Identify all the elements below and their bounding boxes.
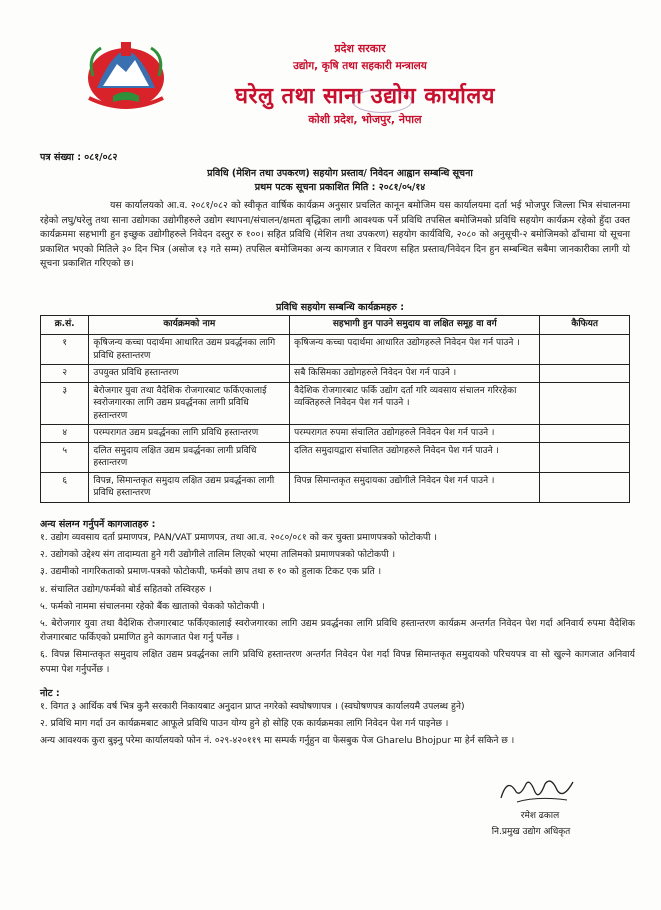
table-row: १ कृषिजन्य कच्चा पदार्थमा आधारित उद्यम प्रवर्द्धनका लागि प्रविधि हस्तान्तरण कृषिजन्य कच्चा पदार्थमा आधारित उद्योगहरुले निवेदन पेश गर्न पाउने । (41, 335, 630, 365)
programs-table (40, 315, 630, 503)
publish-date-line: प्रथम पटक सूचना प्रकाशित मिति : २०८१/०५/१४ (254, 182, 426, 193)
table-row: २ उपयुक्त प्रविधि हस्तान्तरण सबै किसिमका उद्योगहरुले निवेदन पेश गर्न पाउने । (41, 365, 630, 383)
col-header-program: कार्यक्रमको नाम (89, 316, 290, 335)
table-row: ५ दलित समुदाय लक्षित उद्यम प्रवर्द्धनका लागी प्रविधि हस्तान्तरण दलित समुदायद्वारा संचालित उद्योगहरुले निवेदन पेश गर्न पाउने । (41, 442, 630, 472)
header-ministry: उद्योग, कृषि तथा सहकारी मन्त्रालय (293, 60, 427, 72)
list-item: २. प्रविधि माग गर्दा उन कार्यक्रमबाट आफूले प्रविधि पाउन योग्य हुने हो सोहि एक कार्यक्रमका लागि निवेदन पेश गर्न पाइनेछ । (40, 718, 449, 730)
table-header-row (41, 316, 630, 335)
notes-list (40, 700, 635, 752)
list-item: ५. फर्मको नाममा संचालनमा रहेको बैंक खाताको चेकको फोटोकपी । (40, 600, 265, 612)
header-address: कोशी प्रदेश, भोजपुर, नेपाल (308, 113, 422, 126)
notes-heading: नोट : (40, 688, 60, 699)
notice-body: यस कार्यालयको आ.व. २०८१/०८२ को स्वीकृत वार्षिक कार्यक्रम अनुसार प्रचलित कानून बमोजिम यस कार्यालयमा दर्ता भई भोजपुर जिल्ला भित्र संचालनमा रहेको लघु/घरेलु तथा साना उद्योगका उद्योगीहरुले उद्योग स्थापना/संचालन/क्षमता बृद्धिका लागी आवश्यक पर्ने प्रविधि तपसिल बमोजिमको प्रविधि सहयोग कार्यक्रम रहेको हुँदा उक्त कार्यक्रममा सहभागी हुन इच्छुक उद्योगीहरुले निवेदन दस्तुर रु १००। सहित प्रविधि (मेशिन तथा उपकरण) सहयोग कार्यविधि, २०८० को अनुसूची-२ बमोजिमको ढाँचामा यो सूचना प्रकाशित भएको मितिले ३० दिन भित्र (असोज १३ गते सम्म) तपसिल बमोजिमका अन्य कागजात र विवरण सहित प्रस्ताव/निवेदन दिन हुन सम्बन्धित सबैमा जानकारीका लागी यो सूचना प्रकाशित गरिएको छ। (40, 200, 630, 269)
list-item: ५. बेरोजगार युवा तथा वैदेशिक रोजगारबाट फर्किएकालाई स्वरोजगारका लागि उद्यम प्रवर्द्धनका लागि प्रविधि हस्तान्तरण कार्यक्रम अन्तर्गत निवेदन पेश गर्दा अनिवार्य रुपमा वैदेशिक रोजगारबाट फर्किएको प्रमाणित हुने कागजात पेश गर्नु पर्नेछ । (40, 618, 635, 644)
notice-subject: प्रविधि (मेशिन तथा उपकरण) सहयोग प्रस्ताव/ निवेदन आह्वान सम्बन्धि सूचना (207, 168, 473, 179)
header-office-name: घरेलु तथा साना उद्योग कार्यालय (234, 84, 496, 109)
list-item: ६. विपन्न सिमान्तकृत समुदाय लक्षित उद्यम प्रवर्द्धनका लागि प्रविधि हस्तान्तरण अन्तर्गत निवेदन पेश गर्दा विपन्न सिमान्तकृत समुदायको परिचयपत्र वा सो खुल्ने कागजात अनिवार्य रुपमा पेश गर्नुपर्नेछ । (40, 649, 635, 675)
list-item: १. विगत ३ आर्थिक वर्ष भित्र कुनै सरकारी निकायबाट अनुदान प्राप्त नगरेको स्वघोषणापत्र । (स्वघोषणपत्र कार्यालयमै उपलब्ध हुने) (40, 701, 465, 712)
table-title: प्रविधि सहयोग सम्बन्धि कार्यक्रमहरु : (275, 302, 405, 313)
reference-number: पत्र संख्या : ०८१/०८२ (40, 152, 118, 163)
col-header-remarks: कैफियत (540, 316, 630, 335)
table-row: ३ बेरोजगार युवा तथा वैदेशिक रोजगारबाट फर्किएकालाई स्वरोजगारका लागि उद्यम प्रवर्द्धनका लागी प्रविधि हस्तान्तरण वैदेशिक रोजगारबाट फर्कि उद्योग दर्ता गरि व्यवसाय संचालन गरिरहेका व्यक्तिहरुले निवेदन पेश गर्न पाउने । (41, 382, 630, 425)
table-row: ४ परम्परागत उद्यम प्रवर्द्धनका लागि प्रविधि हस्तान्तरण परम्परागत रुपमा संचालित उद्योगहरुले निवेदन पेश गर्न पाउने । (41, 425, 630, 443)
list-item: ३. उद्यमीको नागरिकताको प्रमाण-पत्रको फोटोकपी, फर्मको छाप तथा रु १० को हुलाक टिकट एक प्रति । (40, 566, 382, 578)
list-item: ४. संचालित उद्योग/फर्मको बोर्ड सहितको तस्विरहरु । (40, 583, 212, 595)
list-item: १. उद्योग व्यवसाय दर्ता प्रमाणपत्र, PAN/VAT प्रमाणपत्र, तथा आ.व. २०८०/०८१ को कर चुक्ता प्रमाणपत्रको फोटोकपी । (40, 532, 437, 543)
header-province-govt: प्रदेश सरकार (334, 42, 386, 55)
table-row: ६ विपन्न, सिमान्तकृत समुदाय लक्षित उद्यम प्रवर्द्धनका लागी प्रविधि हस्तान्तरण विपन्न सिमान्तकृत समुदायका उद्योगीले निवेदन पेश गर्न पाउने । (41, 472, 630, 502)
documents-list (40, 531, 635, 680)
officer-name: रमेश ढकाल (520, 811, 560, 821)
col-header-participants: सहभागी हुन पाउने समुदाय वा लक्षित समूह वा वर्ग (290, 316, 540, 335)
col-header-sn: क्र.सं. (41, 316, 89, 335)
contact-line: अन्य आवश्यक कुरा बुझ्नु परेमा कार्यालयको फोन नं. ०२९-४२०११९ मा सम्पर्क गर्नुहुन वा फेसबुक पेज Gharelu Bhojpur मा हेर्न सकिने छ । (40, 735, 515, 747)
documents-heading: अन्य संलग्न गर्नुपर्ने कागजातहरु : (40, 519, 156, 530)
list-item: २. उद्योगको उद्देश्य संग तादाम्यता हुने गरी उद्योगीले तालिम लिएको भएमा तालिमको प्रमाणपत्रको फोटोकपी । (40, 549, 396, 561)
officer-signature (497, 772, 577, 808)
office-stamp (352, 89, 412, 113)
nepal-emblem-icon (83, 36, 169, 114)
officer-title: नि.प्रमुख उद्योग अधिकृत (491, 827, 571, 837)
